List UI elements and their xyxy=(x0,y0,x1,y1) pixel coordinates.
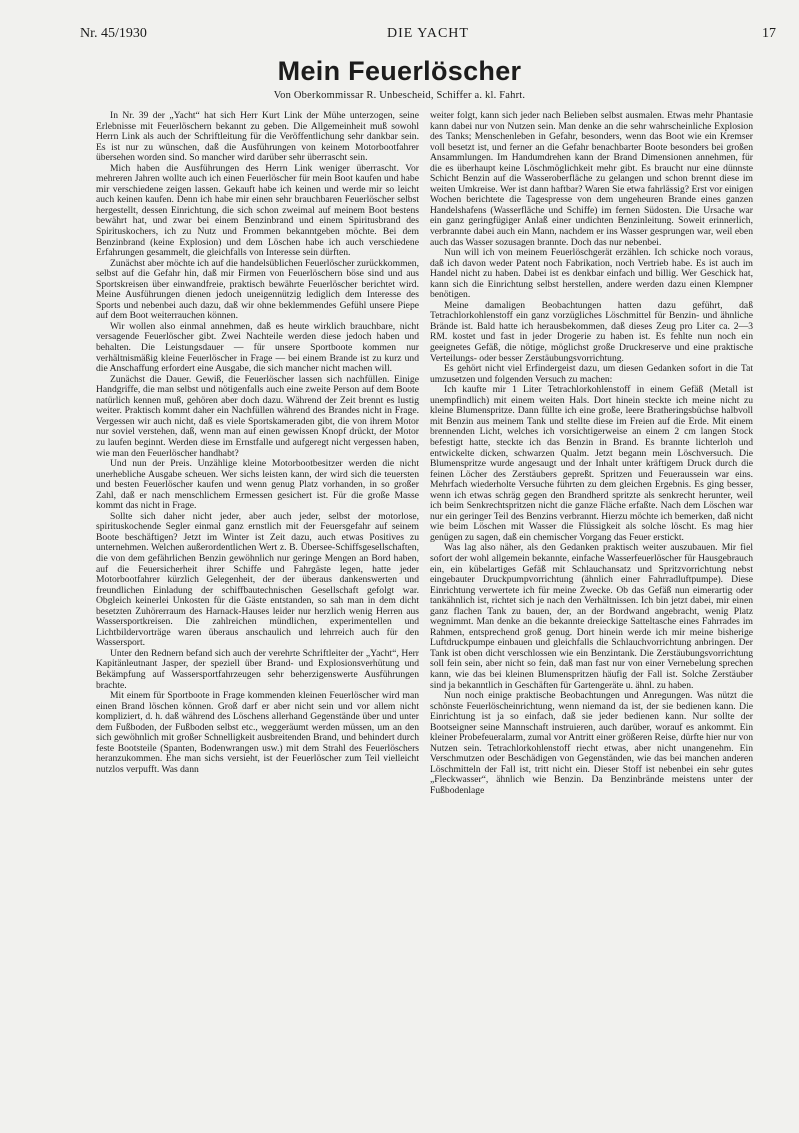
paragraph: In Nr. 39 der „Yacht“ hat sich Herr Kurt Link der Mühe unterzogen, seine Erlebnisse mit Feuerlöschern bekannt zu geben. Die Allgemeinheit muß sowohl Herrn Link als auch der Schriftleitung für die Veröffentlichung sehr dankbar sein. Es ist nur zu wünschen, daß die Ausführungen von keinem Motorbootfahrer übersehen worden sind. So mancher wird darüber sehr überrascht sein. xyxy=(96,111,419,164)
paragraph: Mich haben die Ausführungen des Herrn Link weniger überrascht. Vor mehreren Jahren wollte auch ich einen Feuerlöscher für mein Boot kaufen und habe mir verschiedene zeigen lassen. Gekauft habe ich keinen und werde mir so leicht auch keinen kaufen. Denn ich habe mir einen sehr brauchbaren Feuerlöscher selbst hergestellt, dessen Einrichtung, die sich schon zweimal auf meinem Boot bestens bewährt hat, und zwar bei einem Benzinbrand und einem Spiritusbrand des Spirituskochers, ich zu Nutz und Frommen bekanntgeben möchte. Bei dem Benzinbrand (keine Explosion) und dem Löschen habe ich auch verschiedene Erfahrungen gesammelt, die gleichfalls von Interesse sein dürften. xyxy=(96,162,419,259)
right-column xyxy=(430,111,753,1119)
page-number: 17 xyxy=(762,26,776,41)
paragraph: Was lag also näher, als den Gedanken praktisch weiter auszubauen. Mir fiel sofort der wohl allgemein bekannte, einfache Wasserfeuerlöscher für Hausgebrauch ein, ein kübelartiges Gefäß mit Schlauchansatz und Spritzvorrichtung nebst eingebauter Druckpumpvorrichtung (ähnlich einer Fahrradluftpumpe). Diese Einrichtung verwertete ich für meine Zwecke. Ob das Gefäß nun eimerartig oder tankähnlich ist, richtet sich je nach den Verhältnissen. Ich bin jetzt dabei, mir einen ganz flachen Tank zu bauen, der, an der Bordwand angebracht, wenig Platz wegnimmt. Man denke an die bekannte dreieckige Satteltasche eines Fahrrades im Rahmen, entsprechend groß genug. Dort hinein werde ich mir meine bisherige Luftdruckpumpe einbauen und gleichfalls die Schlauchvorrichtung anbringen. Der Tank ist oben dicht verschlossen wie ein Benzintank. Die Zerstäubungsvorrichtung soll fein sein, aber nicht so fein, daß man fast nur von einer Vernebelung sprechen kann, wie das bei kleinen Blumenspritzen häufig der Fall ist. Solche Zerstäuber sind ja bekanntlich in Geschäften für Gartengeräte u. ähnl. zu haben. xyxy=(430,542,753,691)
paragraph: Zunächst aber möchte ich auf die handelsüblichen Feuerlöscher zurückkommen, selbst auf die Gefahr hin, daß mir Firmen von Feuerlöschern böse sind und aus Sportskreisen über einwandfreie, praktisch bewährte Feuerlöscher berichtet wird. Meine Ausführungen dienen jedoch uneigennützig lediglich dem Interesse des Sports und nebenbei auch dazu, daß wir ohne beklemmendes Gefühl unsere Piepe auf dem Boot weiterrauchen können. xyxy=(96,257,419,322)
paragraph: Unter den Rednern befand sich auch der verehrte Schriftleiter der „Yacht“, Herr Kapitänleutnant Jasper, der speziell über Brand- und Explosionsverhütung und Bekämpfung auf Wassersportfahrzeugen sehr beherzigenswerte Ausführungen brachte. xyxy=(96,647,419,691)
paragraph: Sollte sich daher nicht jeder, aber auch jeder, selbst der motorlose, spirituskochende Segler einmal ganz ernstlich mit der Feuersgefahr auf seinem Boote beschäftigen? Jetzt im Winter ist Zeit dazu, auch etwas Positives zu unternehmen. Welchen außerordentlichen Wert z. B. Übersee-Schiffsgesellschaften, die von dem gefährlichen Benzin gewöhnlich nur geringe Mengen an Bord haben, auf die Feuersicherheit ihrer Schiffe und Fahrgäste legen, hatte jeder Motorbootfahrer kürzlich Gelegenheit, der der überaus dankenswerten und freundlichen Einladung der schiffbautechnischen Gesellschaft gefolgt war. Obgleich keinerlei Unkosten für die Gäste entstanden, so sah man in dem dicht besetzten Zuhörerraum des Harnack-Hauses leider nur herzlich wenig Herren aus Wassersportkreisen. Die zahlreichen mündlichen, experimentellen und Lichtbildervorträge waren überaus anschaulich und lehrreich auch für den Wassersport. xyxy=(96,510,419,649)
issue-number: Nr. 45/1930 xyxy=(80,26,147,41)
article-title: Mein Feuerlöscher xyxy=(277,56,522,86)
magazine-title: DIE YACHT xyxy=(387,26,469,41)
paragraph: Es gehört nicht viel Erfindergeist dazu, um diesen Gedanken sofort in die Tat umzusetzen und folgenden Versuch zu machen: xyxy=(430,363,753,385)
paragraph: Zunächst die Dauer. Gewiß, die Feuerlöscher lassen sich nachfüllen. Einige Handgriffe, die man selbst und nötigenfalls auch eine zweite Person auf dem Boote natürlich kennen muß, gehören aber doch dazu. Während der Zeit brennt es lustig weiter. Praktisch kommt daher ein Nachfüllen während des Brandes nicht in Frage. Vergessen wir auch nicht, daß es viele Sportskameraden gibt, die von ihrem Motor nur soviel verstehen, daß, wenn man auf einen gewissen Knopf drückt, der Motor zu laufen beginnt. Werden diese im Ernstfalle und aufgeregt nicht vergessen haben, wie man den Feuerlöscher handhabt? xyxy=(96,373,419,459)
paragraph: Nun will ich von meinem Feuerlöschgerät erzählen. Ich schicke noch voraus, daß ich davon weder Patent noch Fabrikation, noch Vertrieb habe. Es ist auch im Handel nicht zu haben. Dabei ist es denkbar einfach und billig. Wer Geschick hat, kann sich die Einrichtung selbst herstellen, andere werden dazu einen Klempner benötigen. xyxy=(430,247,753,301)
paragraph: Wir wollen also einmal annehmen, daß es heute wirklich brauchbare, nicht versagende Feuerlöscher gibt. Zwei Nachteile werden diese jedoch haben und behalten. Die Leistungsdauer — für unsere Sportboote kommen nur verhältnismäßig kleine Feuerlöscher in Frage — bei einem Brande ist zu kurz und die Anschaffung erfordert eine Ausgabe, die sich mancher nicht machen will. xyxy=(96,320,419,375)
paragraph: Und nun der Preis. Unzählige kleine Motorbootbesitzer werden die nicht unerhebliche Ausgabe scheuen. Wer sichs leisten kann, der wird sich die teuersten und besten Feuerlöscher kaufen und wenn genug Platz vorhanden, in so großer Zahl, daß er nach menschlichem Ermessen gesichert ist. Für die große Masse kommt das nicht in Frage. xyxy=(96,458,419,512)
paragraph: Nun noch einige praktische Beobachtungen und Anregungen. Was nützt die schönste Feuerlöscheinrichtung, wenn niemand da ist, der sie bedienen kann. Die Einrichtung ist ja so einfach, daß sie jeder bedienen kann. Nur sollte der Bootseigner seine Mannschaft instruieren, auch darüber, worauf es ankommt. Ein kleiner Probefeueralarm, zumal vor Antritt einer größeren Reise, dürfte hier nur von Nutzen sein. Tetrachlorkohlenstoff riecht etwas, aber nicht unangenehm. Ein Verschmutzen oder Beschädigen von Gegenständen, wie das bei manchen anderen Löschmitteln der Fall ist, tritt nicht ein. Dieser Stoff ist nebenbei ein sehr gutes „Fleckwasser“, ähnlich wie Benzin. Da Benzinbrände meistens unter der Fußbodenlage xyxy=(430,690,753,796)
paragraph: Mit einem für Sportboote in Frage kommenden kleinen Feuerlöscher wird man einen Brand löschen können. Groß darf er aber nicht sein und vor allem nicht kompliziert, d. h. daß während des Löschens allerhand Gegenstände über und unter dem Fußboden, der Fußboden selbst etc., weggeräumt werden müssen, um an den sich gewöhnlich mit großer Schnelligkeit ausbreitenden Brand, und behindert durch feste Bootsteile (Spanten, Bodenwrangen usw.) mit dem Strahl des Feuerlöschers heranzukommen. Ehe man sichs versieht, ist der Feuerlöscher zum Teil vielleicht nutzlos verpufft. Was dann xyxy=(96,690,419,775)
paragraph: Meine damaligen Beobachtungen hatten dazu geführt, daß Tetrachlorkohlenstoff ein ganz vorzügliches Löschmittel für Benzin- und ähnliche Brände ist. Bald hatte ich herausbekommen, daß dieses Zeug pro Liter ca. 2—3 RM. kostet und fast in jeder Drogerie zu haben ist. Es fehlte nun noch ein geeignetes Gefäß, die nötige, möglichst große Druckreserve und eine praktische Verteilungs- oder besser Zerstäubungsvorrichtung. xyxy=(430,299,753,364)
page-header xyxy=(80,26,776,46)
paragraph: Ich kaufte mir 1 Liter Tetrachlorkohlenstoff in einem Gefäß (Metall ist unempfindlich) mit einem weiten Hals. Dort hinein steckte ich meine nicht zu kleine Blumenspritze. Dann füllte ich eine große, leere Bratheringsbüchse halbvoll mit Benzin aus meinem Tank und stellte diese im Freien auf die Erde. Mit einem brennenden Licht, welches ich vorsichtigerweise an einem 2 cm langen Stock befestigt hatte, steckte ich das Benzin in Brand. Es brannte lichterloh und entwickelte dicken, schwarzen Qualm. Jetzt begann mein Löschversuch. Die Blumenspritze wurde angesaugt und der Inhalt unter kräftigem Druck durch die feinen Löcher des Zerstäubers gepreßt. Spritzen und Feueraussein war eins. Mehrfach wiederholte Versuche führten zu dem gleichen Ergebnis. Es ging besser, wenn ich etwas schräg gegen den Brandherd spritzte als senkrecht herunter, weil ich beim Senkrechtspritzen nicht die ganze Fläche erfaßte. Nach dem Löschen war nur ein geringer Teil des Benzins verbrannt. Hierzu möchte ich bemerken, daß nicht wie beim Löschen mit Wasser die Flüssigkeit als solche löscht. Es mag hier genügen zu sagen, daß ein chemischer Vorgang das Feuer erstickt. xyxy=(430,384,753,543)
left-column xyxy=(96,111,419,1119)
article-byline: Von Oberkommissar R. Unbescheid, Schiffer a. kl. Fahrt. xyxy=(273,90,526,101)
paragraph: weiter folgt, kann sich jeder nach Belieben selbst ausmalen. Etwas mehr Phantasie kann dabei nur von Nutzen sein. Man denke an die sehr wahrscheinliche Explosion des Tanks; Menschenleben in Gefahr, besonders, wenn das Boot wie ein Kremser voll besetzt ist, und ferner an die Gefahr benachbarter Boote besonders bei großen Ansammlungen. Im Handumdrehen kann der Brand Dimensionen annehmen, für die es überhaupt keine Löschmöglichkeit mehr gibt. Es braucht nur eine dünnste Schicht Benzin auf die Wasseroberfläche zu gelangen und schon brennt diese im weiten Umkreise. Wer ist dann haftbar? Waren Sie etwa fahrlässig? Erst vor einigen Wochen berichtete die Tagespresse von dem ungeheuren Brande eines ganzen Handelshafens (Wasserfläche und Schiffe) im fernen Südosten. Die Ursache war ein ganz geringfügiger Anlaß einer undichten Benzinleitung. Soweit erinnerlich, verbrannte dabei auch ein Mann, nachdem er ins Wasser gesprungen war, weil eben auch das Wasser sozusagen brannte. Doch das nur nebenbei. xyxy=(430,111,753,248)
